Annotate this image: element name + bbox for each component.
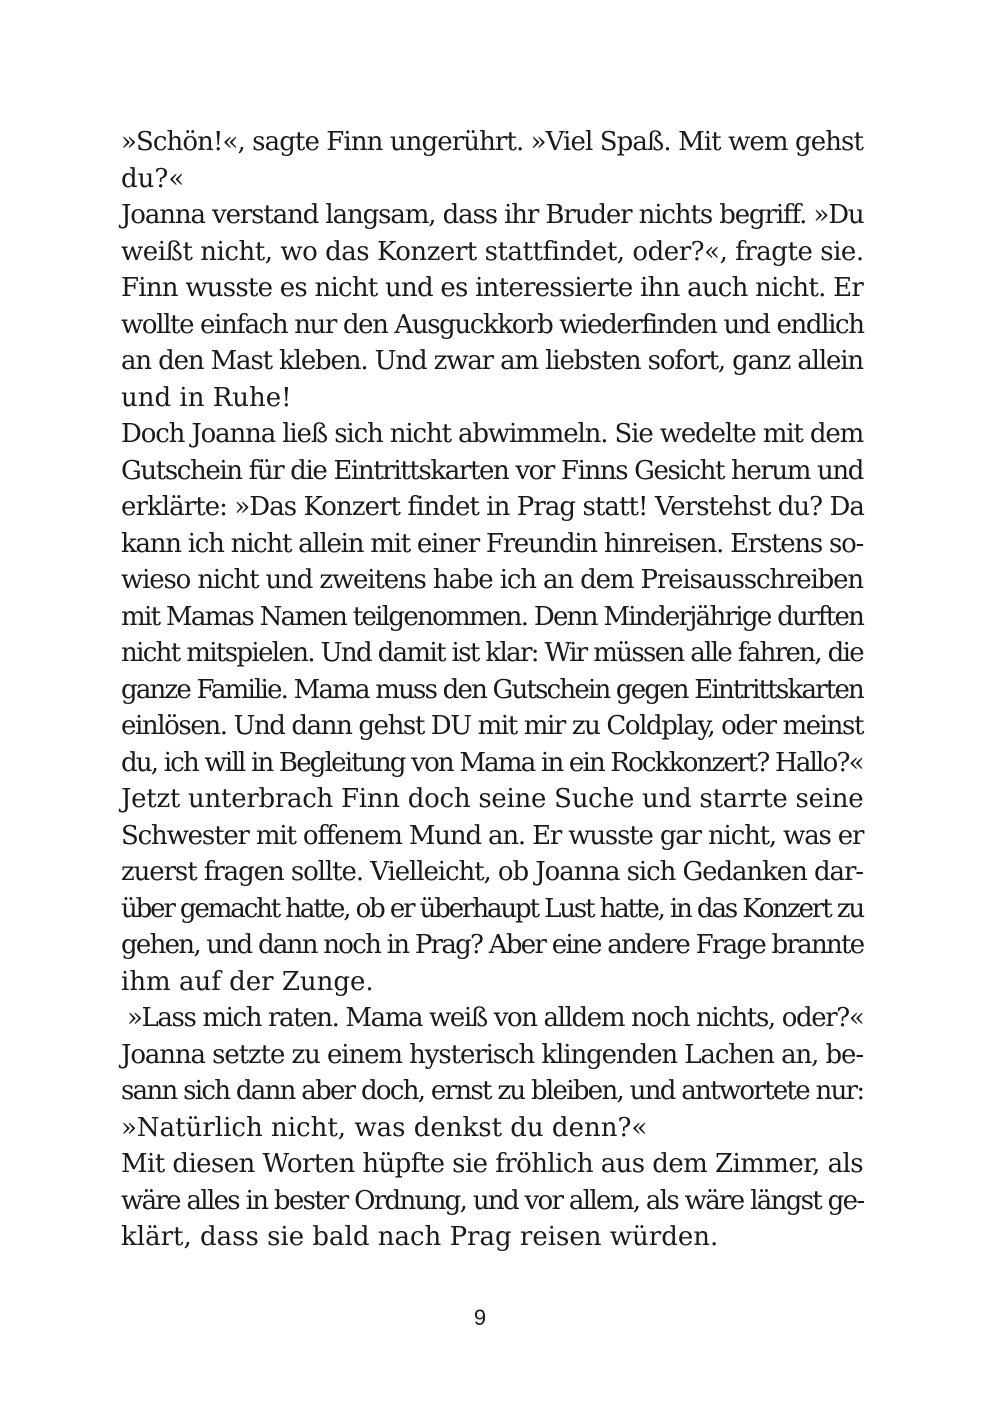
text-line: und in Ruhe! xyxy=(121,382,292,413)
text-line: Schwester mit offenem Mund an. Er wusste gar nicht, was er xyxy=(121,820,864,851)
paragraph xyxy=(121,124,863,197)
text-line: ganze Familie. Mama muss den Gutschein gegen Eintrittskarten xyxy=(121,674,863,705)
text-line: erklärte: »Das Konzert findet in Prag statt! Verstehst du? Da xyxy=(121,492,864,522)
text-line: du, ich will in Begleitung von Mama in ein Rockkonzert? Hallo?« xyxy=(121,747,863,778)
text-line: Joanna verstand langsam, dass ihr Bruder nichts begriff. »Du xyxy=(121,200,864,230)
text-line: an den Mast kleben. Und zwar am liebsten sofort, ganz allein xyxy=(121,346,863,376)
text-line: wollte einfach nur den Ausguckkorb wiederfinden und endlich xyxy=(121,309,864,340)
page-number: 9 xyxy=(473,1305,487,1330)
text-line: Finn wusste es nicht und es interessierte ihn auch nicht. Er xyxy=(121,273,863,303)
text-line: Doch Joanna ließ sich nicht abwimmeln. Sie wedelte mit dem xyxy=(121,419,864,449)
text-line: klärt, dass sie bald nach Prag reisen würden. xyxy=(121,1222,719,1252)
text-line: wäre alles in bester Ordnung, und vor allem, als wäre längst ge- xyxy=(121,1185,864,1216)
text-line: »Schön!«, sagte Finn ungerührt. »Viel Spaß. Mit wem gehst xyxy=(121,127,863,157)
text-line: mit Mamas Namen teilgenommen. Denn Minderjährige durften xyxy=(121,601,864,632)
paragraph xyxy=(121,781,863,1000)
text-line: sann sich dann aber doch, ernst zu bleiben, und antwortete nur: xyxy=(121,1076,864,1106)
text-line: nicht mitspielen. Und damit ist klar: Wir müssen alle fahren, die xyxy=(121,638,863,668)
paragraph xyxy=(121,1037,863,1147)
text-line: kann ich nicht allein mit einer Freundin hinreisen. Erstens so- xyxy=(121,528,864,559)
text-line: »Lass mich raten. Mama weiß von alldem noch nichts, oder?« xyxy=(127,1003,864,1033)
text-line: Gutschein für die Eintrittskarten vor Finns Gesicht herum und xyxy=(121,455,863,486)
text-line: Jetzt unterbrach Finn doch seine Suche und starrte seine xyxy=(121,784,864,814)
paragraph xyxy=(121,1146,863,1256)
text-line: einlösen. Und dann gehst DU mit mir zu Coldplay, oder meinst xyxy=(121,711,863,741)
body-text xyxy=(121,124,863,1256)
paragraph xyxy=(121,197,863,270)
paragraph xyxy=(121,416,863,781)
paragraph xyxy=(121,1000,863,1037)
text-line: wieso nicht und zweitens habe ich an dem Preisausschreiben xyxy=(121,565,863,595)
text-line: über gemacht hatte, ob er überhaupt Lust hatte, in das Konzert zu xyxy=(121,893,863,924)
paragraph xyxy=(121,270,863,416)
text-line: ihm auf der Zunge. xyxy=(121,966,374,997)
text-line: weißt nicht, wo das Konzert stattfindet, oder?«, fragte sie. xyxy=(121,236,864,267)
text-line: zuerst fragen sollte. Vielleicht, ob Joanna sich Gedanken dar- xyxy=(121,857,863,887)
text-line: du?« xyxy=(121,163,185,194)
text-line: »Natürlich nicht, was denkst du denn?« xyxy=(121,1112,648,1143)
text-line: Mit diesen Worten hüpfte sie fröhlich aus dem Zimmer, als xyxy=(121,1149,863,1179)
text-line: Joanna setzte zu einem hysterisch klingenden Lachen an, be- xyxy=(121,1039,863,1070)
text-line: gehen, und dann noch in Prag? Aber eine andere Frage brannte xyxy=(121,930,864,960)
